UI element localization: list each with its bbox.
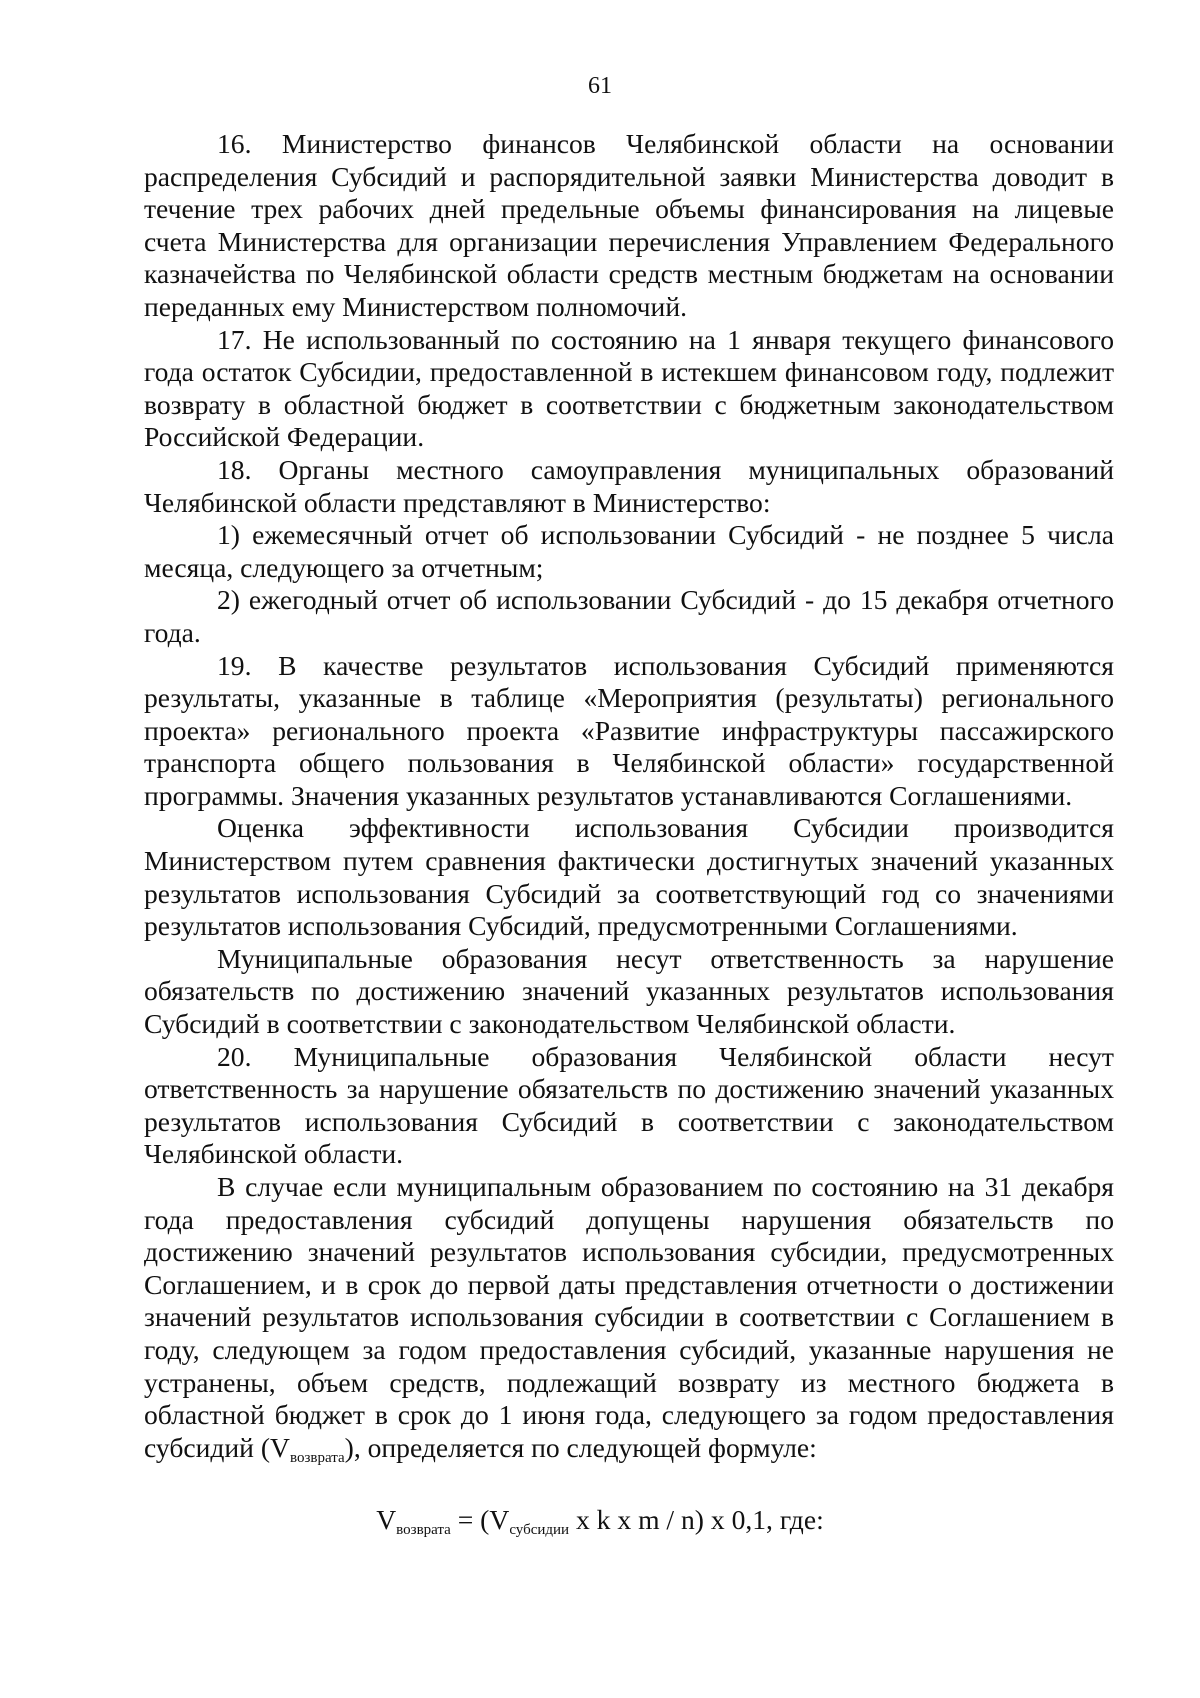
return-conditions-text: В случае если муниципальным образованием по состоянию на 31 декабря года предоставления субсидий допущены нарушения обязательств по достижению значений результатов использования субсидии, предусмотренных Соглашением, и в срок до первой даты представления отчетности о достижении значений результатов использования субсидии в соответствии с Соглашением в году, следующем за годом предоставления субсидий, указанные нарушения не устранены, объем средств, подлежащий возврату из местного бюджета в областной бюджет в срок до 1 июня года, следующего за годом предоставления субсидий (V: [144, 1171, 1114, 1463]
formula-middle: = (V: [450, 1504, 510, 1535]
return-subscript: возврата: [289, 1449, 345, 1466]
paragraph-responsibility: Муниципальные образования несут ответственность за нарушение обязательств по достижению значений указанных результатов использования Субсидий в соответствии с законодательством Челябинской области.: [144, 942, 1114, 1040]
formula-lhs-subscript: возврата: [396, 1522, 451, 1538]
document-body: [144, 128, 1114, 1464]
formula-inner-subscript: субсидии: [509, 1522, 570, 1538]
formula-rest: x k x m / n) x 0,1, где:: [569, 1504, 824, 1535]
paragraph-18: 18. Органы местного самоуправления муниципальных образований Челябинской области представляют в Министерство:: [144, 453, 1114, 518]
paragraph-18-item-2: 2) ежегодный отчет об использовании Субсидий - до 15 декабря отчетного года.: [144, 584, 1114, 648]
page-number: 61: [588, 73, 612, 99]
return-conditions-suffix: ), определяется по следующей формуле:: [344, 1431, 817, 1463]
paragraph-20: 20. Муниципальные образования Челябинской области несут ответственность за нарушение обязательств по достижению значений указанных результатов использования Субсидий в соответствии с законодательством Челябинской области.: [144, 1040, 1114, 1170]
paragraph-19: 19. В качестве результатов использования Субсидий применяются результаты, указанные в таблице «Мероприятия (результаты) регионального проекта» регионального проекта «Развитие инфраструктуры пассажирского транспорта общего пользования в Челябинской области» государственной программы. Значения указанных результатов устанавливаются Соглашениями.: [144, 649, 1114, 811]
paragraph-return-conditions: [144, 1171, 1114, 1464]
return-formula: [0, 1504, 1200, 1536]
paragraph-17: 17. Не использованный по состоянию на 1 января текущего финансового года остаток Субсидии, предоставленной в истекшем финансовом году, подлежит возврату в областной бюджет в соответствии с бюджетным законодательством Российской Федерации.: [144, 323, 1114, 453]
paragraph-18-item-1: 1) ежемесячный отчет об использовании Субсидий - не позднее 5 числа месяца, следующего за отчетным;: [144, 519, 1114, 583]
formula-lhs-symbol: V: [376, 1504, 397, 1535]
paragraph-evaluation: Оценка эффективности использования Субсидии производится Министерством путем сравнения фактически достигнутых значений указанных результатов использования Субсидий за соответствующий год со значениями результатов использования Субсидий, предусмотренными Соглашениями.: [144, 812, 1114, 942]
paragraph-16: 16. Министерство финансов Челябинской области на основании распределения Субсидий и распорядительной заявки Министерства доводит в течение трех рабочих дней предельные объемы финансирования на лицевые счета Министерства для организации перечисления Управлением Федерального казначейства по Челябинской области средств местным бюджетам на основании переданных ему Министерством полномочий.: [144, 128, 1114, 322]
